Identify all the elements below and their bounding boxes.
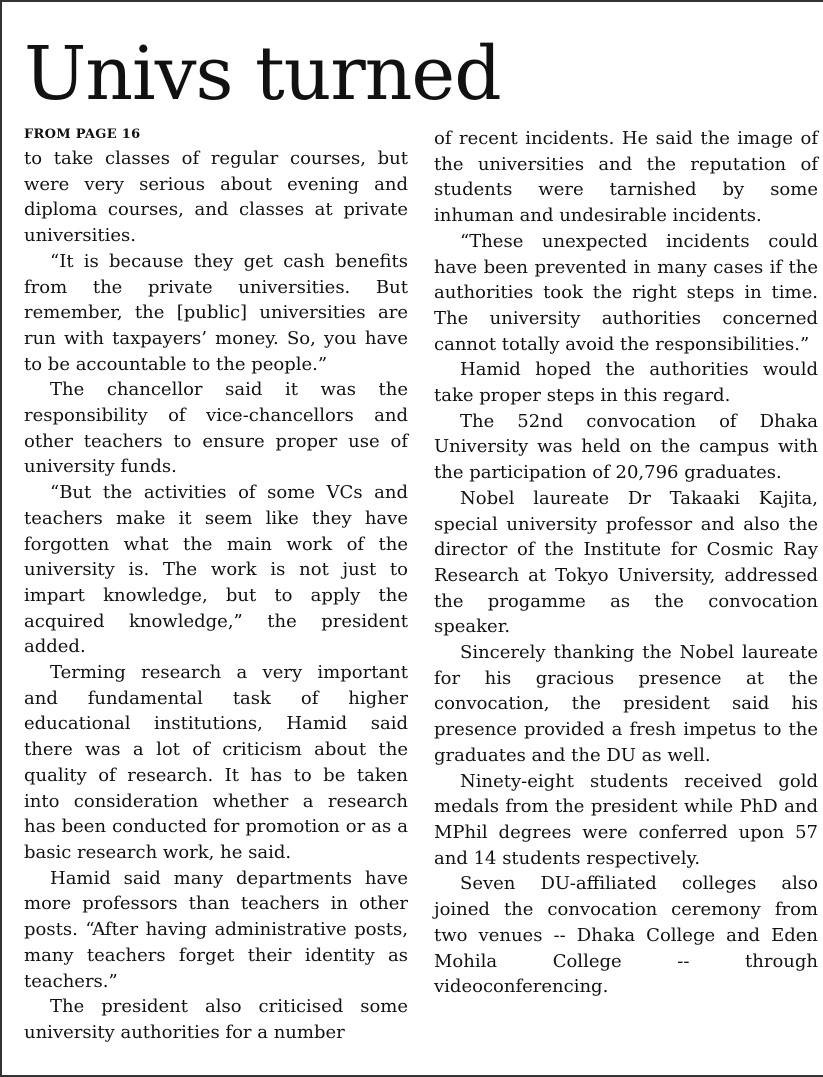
paragraph: of recent incidents. He said the image of the universities and the reputation of students were tarnished by some inhuman and undesirable incidents. [434,128,818,227]
paragraph: Terming research a very important and fundamental task of higher educational institutions, Hamid said there was a lot of criticism about the quality of research. It has to be taken into consideration whether a research has been conducted for promotion or as a basic research work, he said. [24,662,408,863]
paragraph: The president also criticised some university authorities for a number [24,996,408,1043]
headline: Univs turned [24,31,501,117]
paragraph: “But the activities of some VCs and teachers make it seem like they have forgotten what the main work of the university is. The work is not just to impart knowledge, but to apply the acquired knowledge,” the president added. [24,482,408,658]
paragraph: “These unexpected incidents could have been prevented in many cases if the authorities took the right steps in time. The university authorities concerned cannot totally avoid the responsibilities.” [434,230,818,355]
left-column [24,126,408,1046]
paragraph: Seven DU-affiliated colleges also joined the convocation ceremony from two venues -- Dhaka College and Eden Mohila College -- through videoconferencing. [434,873,818,998]
paragraph: to take classes of regular courses, but were very serious about evening and diploma courses, and classes at private universities. [24,148,408,247]
jump-line: FROM PAGE 16 [24,127,141,142]
paragraph: Ninety-eight students received gold medals from the president while PhD and MPhil degrees were conferred upon 57 and 14 students respectively. [434,770,818,869]
paragraph: Sincerely thanking the Nobel laureate for his gracious presence at the convocation, the president said his presence provided a fresh impetus to the graduates and the DU as well. [434,642,818,766]
paragraph: Hamid said many departments have more professors than teachers in other posts. “After having administrative posts, many teachers forget their identity as teachers.” [24,867,408,992]
paragraph: Hamid hoped the authorities would take proper steps in this regard. [434,359,818,407]
paragraph: “It is because they get cash benefits from the private universities. But remember, the [public] universities are run with taxpayers’ money. So, you have to be accountable to the people.” [24,250,408,375]
paragraph: Nobel laureate Dr Takaaki Kajita, special university professor and also the director of the Institute for Cosmic Ray Research at Tokyo University, addressed the progamme as the convocation speaker. [434,487,818,638]
paragraph: The chancellor said it was the responsibility of vice-chancellors and other teachers to ensure proper use of university funds. [24,379,408,478]
paragraph: The 52nd convocation of Dhaka University was held on the campus with the participation of 20,796 graduates. [434,410,818,484]
right-column [434,126,818,1000]
